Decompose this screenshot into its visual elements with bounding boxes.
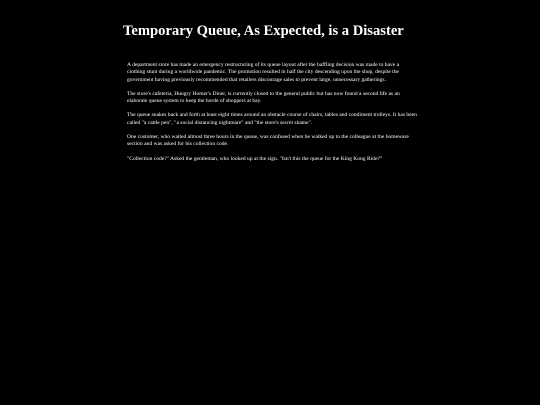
article-paragraph-2: The store's cafeteria, Hungry Homer's Diner, is currently closed to the general public but has now found a second life as an elaborate queue system to keep the horde of shoppers at bay. xyxy=(127,90,400,105)
article-paragraph-1: A department store has made an emergency restructuring of its queue layout after the baffling decision was made to have a clothing stunt during a worldwide pandemic. The promotion resulted in half the city descending upon the shop, despite the government having previously recommended that retailers discourage sales to prevent large, unnecessary gatherings. xyxy=(127,62,400,83)
article-paragraph-4: One customer, who waited almost three hours in the queue, was confused when he walked up to the colleague at the homeware section and was asked for his collection code. xyxy=(127,134,409,148)
article-paragraph-5: "Collection code?" Asked the gentleman, who looked up at the sign. "Isn't this the queue for the King Kong Ride?" xyxy=(127,155,383,162)
article-body xyxy=(127,62,417,170)
article-headline: Temporary Queue, As Expected, is a Disaster xyxy=(123,23,404,39)
article-paragraph-3: The queue snakes back and forth at least eight times around an obstacle course of chairs, tables and condiment trolleys. It has been called "a cattle pen", "a social distancing nightmare" and "the store's secret shame". xyxy=(127,112,417,126)
